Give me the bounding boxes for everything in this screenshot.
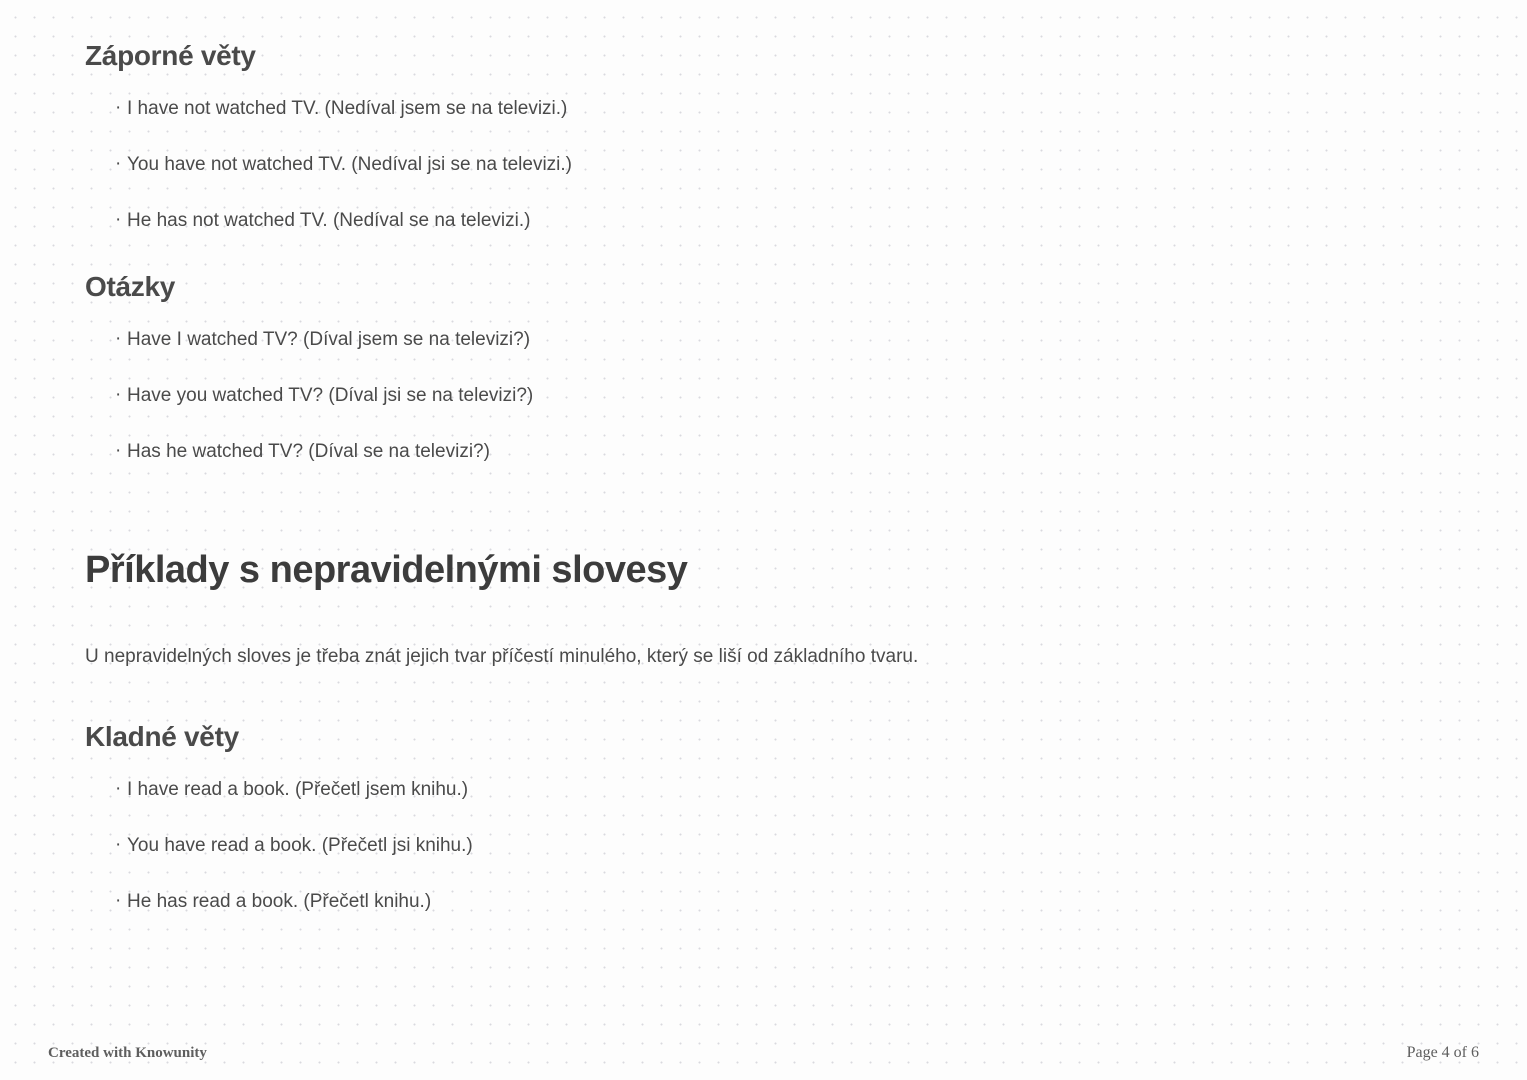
document-content bbox=[85, 40, 1445, 947]
list-item bbox=[85, 441, 1445, 464]
list-item-text: Have I watched TV? (Díval jsem se na televizi?) bbox=[127, 329, 531, 351]
intro-paragraph: U nepravidelných sloves je třeba znát jejich tvar příčestí minulého, který se liší od základního tvaru. bbox=[85, 645, 919, 667]
list-item bbox=[85, 98, 1445, 121]
list-item-text: I have read a book. (Přečetl jsem knihu.) bbox=[127, 779, 469, 801]
section-heading-affirmative: Kladné věty bbox=[85, 721, 239, 753]
list-question-sentences bbox=[85, 329, 1445, 463]
footer-page-number: Page 4 of 6 bbox=[1406, 1044, 1479, 1061]
list-affirmative-sentences bbox=[85, 779, 1445, 913]
list-item-text: Has he watched TV? (Díval se na televizi?) bbox=[127, 440, 490, 462]
list-item-text: You have read a book. (Přečetl jsi knihu.) bbox=[127, 835, 473, 857]
list-item-text: Have you watched TV? (Díval jsi se na televizi?) bbox=[127, 385, 534, 407]
list-item bbox=[85, 329, 1445, 352]
section-heading-negative: Záporné věty bbox=[85, 40, 256, 71]
section-heading-questions: Otázky bbox=[85, 271, 176, 303]
list-item bbox=[85, 779, 1445, 802]
list-item-text: I have not watched TV. (Nedíval jsem se na televizi.) bbox=[127, 98, 568, 119]
list-item bbox=[85, 891, 1445, 914]
spacer bbox=[85, 497, 1445, 549]
list-item bbox=[85, 154, 1445, 177]
list-item bbox=[85, 385, 1445, 408]
page-footer bbox=[0, 1032, 1527, 1062]
page-title: Příklady s nepravidelnými slovesy bbox=[85, 548, 688, 591]
list-item-text: He has not watched TV. (Nedíval se na televizi.) bbox=[127, 209, 531, 231]
list-item bbox=[85, 835, 1445, 858]
spacer bbox=[85, 592, 1445, 644]
list-item-text: He has read a book. (Přečetl knihu.) bbox=[127, 891, 432, 913]
spacer bbox=[85, 669, 1445, 721]
list-item bbox=[85, 210, 1445, 233]
list-item-text: You have not watched TV. (Nedíval jsi se na televizi.) bbox=[127, 153, 572, 175]
list-negative-sentences bbox=[85, 98, 1445, 232]
footer-credit: Created with Knowunity bbox=[48, 1045, 207, 1061]
